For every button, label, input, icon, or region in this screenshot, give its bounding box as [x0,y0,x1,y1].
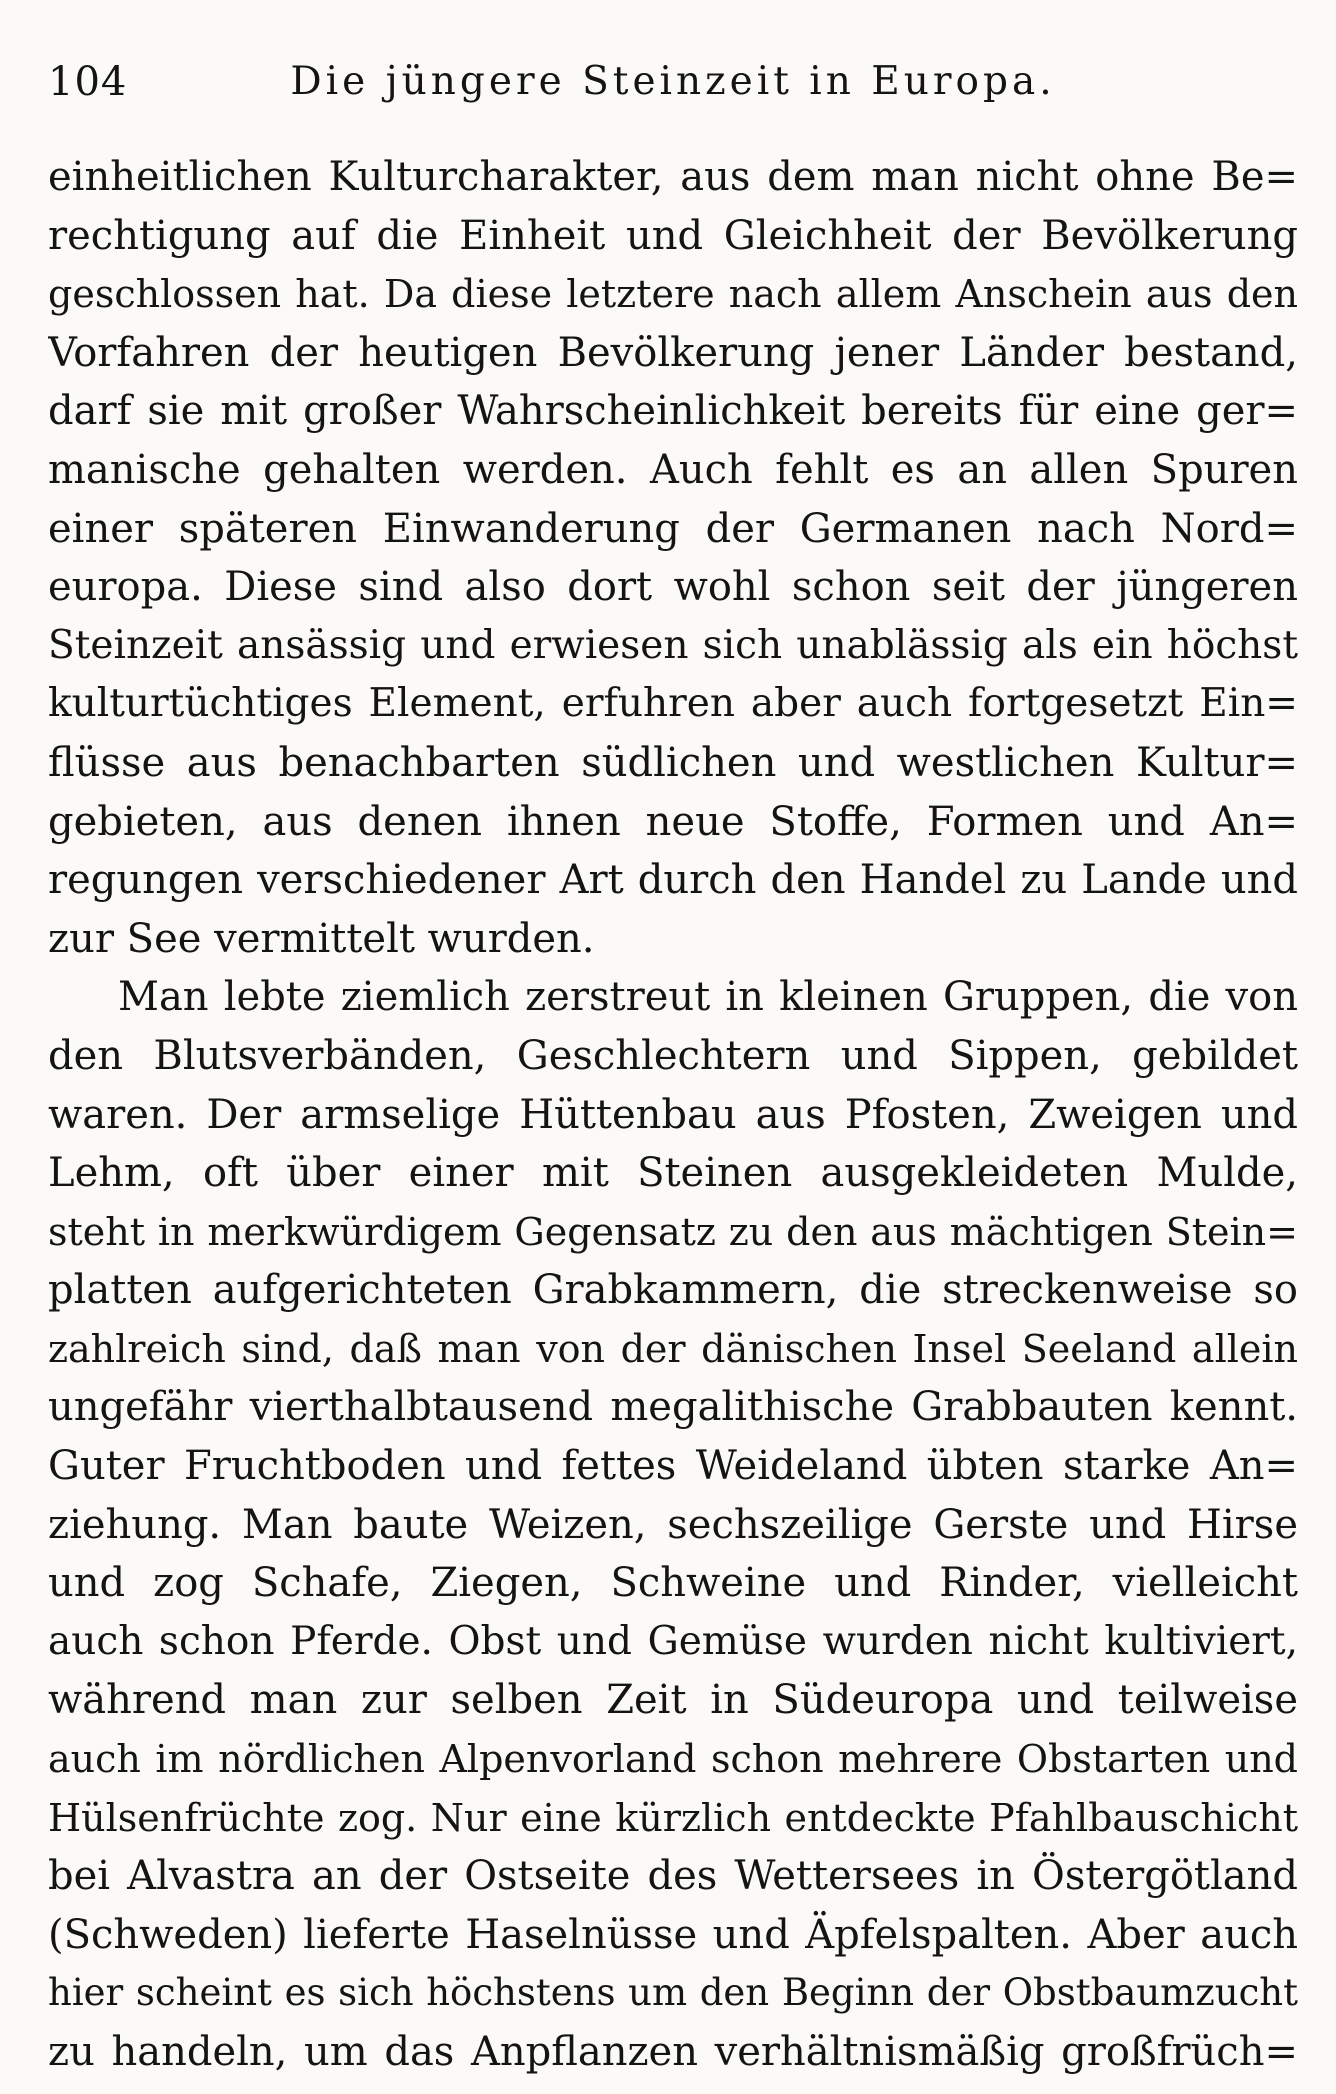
paragraph-2 [48,968,1298,2081]
paragraph-1 [48,148,1298,968]
page-number: 104 [48,59,128,105]
text-line: einer späteren Einwanderung der Germanen nach Nord= [48,505,1298,552]
text-line: gebieten, aus denen ihnen neue Stoffe, Formen und An= [48,798,1298,845]
text-line: flüsse aus benachbarten südlichen und westlichen Kultur= [48,739,1298,786]
text-line: und zog Schafe, Ziegen, Schweine und Rinder, vielleicht [48,1560,1298,1607]
text-line: geschlossen hat. Da diese letztere nach allem Anschein aus den [48,272,1298,317]
text-line: auch schon Pferde. Obst und Gemüse wurden nicht kultiviert, [48,1618,1298,1664]
text-line: einheitlichen Kulturcharakter, aus dem man nicht ohne Be= [48,154,1298,200]
text-line: Lehm, oft über einer mit Steinen ausgekleideten Mulde, [48,1150,1298,1197]
text-line: (Schweden) lieferte Haselnüsse und Äpfelspalten. Aber auch [48,1911,1298,1958]
text-line: steht in merkwürdigem Gegensatz zu den aus mächtigen Stein= [48,1209,1298,1254]
text-line: Steinzeit ansässig und erwiesen sich unablässig als ein höchst [48,622,1298,668]
text-line: rechtigung auf die Einheit und Gleichheit der Bevölkerung [48,212,1298,259]
text-line: ungefähr vierthalbtausend megalithische Grabbauten kennt. [48,1384,1298,1431]
text-line: während man zur selben Zeit in Südeuropa und teilweise [48,1677,1298,1724]
text-line: zu handeln, um das Anpflanzen verhältnismäßig großfrüch= [48,2029,1298,2075]
text-line: regungen verschiedener Art durch den Handel zu Lande und [48,857,1298,904]
text-line: manische gehalten werden. Auch fehlt es an allen Spuren [48,446,1298,493]
text-line: zahlreich sind, daß man von der dänischen Insel Seeland allein [48,1326,1298,1371]
text-line: darf sie mit großer Wahrscheinlichkeit bereits für eine ger= [48,388,1298,435]
text-line: kulturtüchtiges Element, erfuhren aber auch fortgesetzt Ein= [48,681,1298,727]
text-line: platten aufgerichteten Grabkammern, die streckenweise so [48,1267,1298,1314]
body-text [48,148,1298,2082]
text-line: den Blutsverbänden, Geschlechtern und Sippen, gebildet [48,1032,1298,1079]
text-line: hier scheint es sich höchstens um den Beginn der Obstbaumzucht [48,1971,1298,2015]
text-line: Vorfahren der heutigen Bevölkerung jener Länder bestand, [48,329,1298,376]
text-line: waren. Der armselige Hüttenbau aus Pfosten, Zweigen und [48,1091,1298,1138]
text-line: ziehung. Man baute Weizen, sechszeilige Gerste und Hirse [48,1501,1298,1548]
running-head [48,52,1298,112]
text-line: Man lebte ziemlich zerstreut in kleinen Gruppen, die von [118,974,1298,1021]
text-line: europa. Diese sind also dort wohl schon seit der jüngeren [48,564,1298,611]
text-line: auch im nördlichen Alpenvorland schon mehrere Obstarten und [48,1737,1298,1782]
text-line: Hülsenfrüchte zog. Nur eine kürzlich entdeckte Pfahlbauschicht [48,1795,1298,1840]
text-line: zur See vermittelt wurden. [48,915,595,962]
text-line: Guter Fruchtboden und fettes Weideland übten starke An= [48,1443,1298,1490]
running-title: Die jüngere Steinzeit in Europa. [290,59,1056,104]
text-line: bei Alvastra an der Ostseite des Wettersees in Östergötland [48,1853,1298,1900]
